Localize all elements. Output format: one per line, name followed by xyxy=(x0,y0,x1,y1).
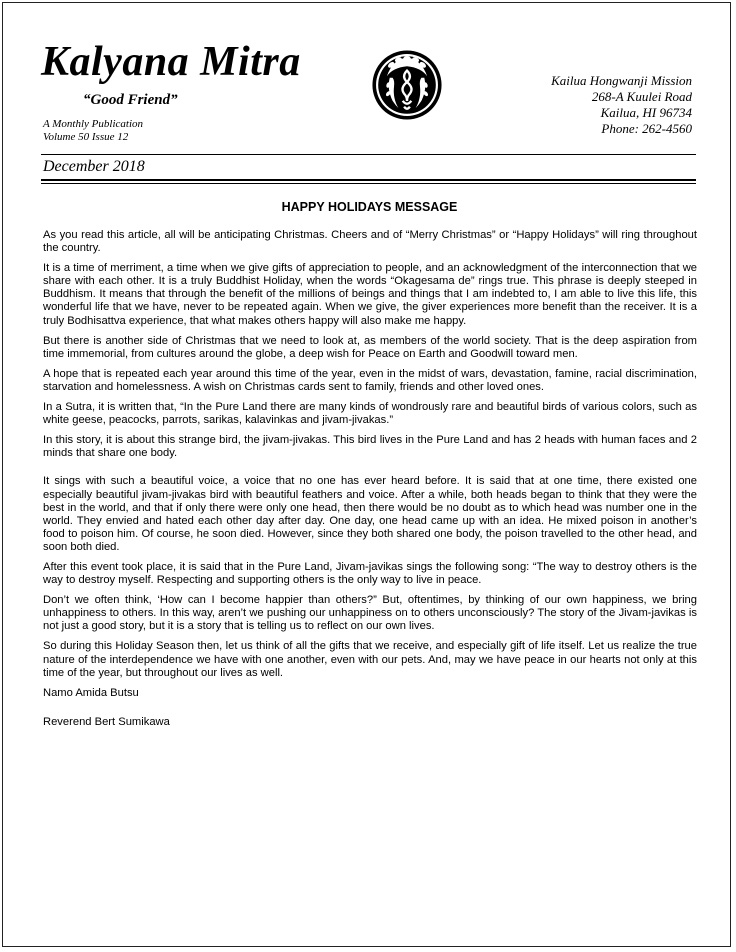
article-paragraph: In this story, it is about this strange bird, the jivam-jivakas. This bird lives in the Pure Land and has 2 heads with human faces and 2 minds that share one body. xyxy=(43,434,697,460)
wisteria-crest-icon xyxy=(371,49,443,121)
article-paragraph: It is a time of merriment, a time when we give gifts of appreciation to people, and an acknowledgment of the interconnection that we share with each other. It is a truly Buddhist Holiday, when the words “Okagesama de” rings true. This phrase is deeply steeped in Buddhism. It means that through the benefit of the millions of beings and things that I am indebted to, I am able to live this life, this wonderful life that we have, never to be repeated again. When we give, the giver experiences more benefit than the receiver. It is a truly Bodhisattva experience, that what makes others happy will also make me happy. xyxy=(43,262,697,327)
city-state-zip: Kailua, HI 96734 xyxy=(600,105,692,120)
article-body xyxy=(43,229,697,745)
mission-name: Kailua Hongwanji Mission xyxy=(551,73,692,88)
header-divider xyxy=(41,154,696,155)
publication-info xyxy=(43,118,143,144)
article-paragraph: It sings with such a beautiful voice, a voice that no one has ever heard before. It is said that at one time, there existed one especially beautiful jivam-jivakas bird with beautiful feathers and voice. After a while, both heads began to think that they were the best in the world, and that if only there were only one head, then there would be no doubt as to which head was number one in the world. They envied and hated each other day after day. One day, one head came up with an idea. He mixed poison in another’s food to poison him. Of course, he soon died. However, since they both shared one body, the poison travelled to the other head, and soon both died. xyxy=(43,475,697,553)
newsletter-title: Kalyana Mitra xyxy=(41,39,301,85)
mission-address xyxy=(551,73,692,137)
publication-frequency: A Monthly Publication xyxy=(43,118,144,130)
issue-date: December 2018 xyxy=(43,158,145,175)
article-paragraph: After this event took place, it is said that in the Pure Land, Jivam-javikas sings the following song: “The way to destroy others is the way to destroy myself. Respecting and supporting others is the only way to live in peace. xyxy=(43,560,697,587)
volume-issue: Volume 50 Issue 12 xyxy=(43,131,129,143)
article-paragraph: As you read this article, all will be anticipating Christmas. Cheers and of “Merry Christmas” or “Happy Holidays” will ring throughout the country. xyxy=(43,229,697,255)
newsletter-page xyxy=(2,2,731,947)
article-paragraph: But there is another side of Christmas that we need to look at, as members of the world society. That is the deep aspiration from time immemorial, from cultures around the globe, a deep wish for Peace on Earth and Goodwill toward men. xyxy=(43,334,697,360)
article-paragraph: In a Sutra, it is written that, “In the Pure Land there are many kinds of wondrously rare and beautiful birds of various colors, such as white geese, peacocks, parrots, sarikas, kalavinkas and jivam-jivakas.” xyxy=(43,401,697,427)
date-divider-thick xyxy=(41,179,696,181)
date-divider-thin xyxy=(41,183,696,184)
author-signature: Reverend Bert Sumikawa xyxy=(43,715,170,728)
article-paragraph: A hope that is repeated each year around this time of the year, even in the midst of wars, devastation, famine, racial discrimination, starvation and homelessness. A wish on Christmas cards sent to family, friends and other loved ones. xyxy=(43,367,697,393)
article-paragraph: Don’t we often think, ‘How can I become happier than others?” But, oftentimes, by thinking of our own happiness, we bring unhappiness to others. In this way, aren’t we pushing our unhappiness on to others unconsciously? The story of the Jivam-javikas is not just a good story, but it is a story that is telling us to reflect on our own lives. xyxy=(43,594,697,633)
phone-number: Phone: 262-4560 xyxy=(601,121,692,136)
street-address: 268-A Kuulei Road xyxy=(591,89,692,104)
article-heading: HAPPY HOLIDAYS MESSAGE xyxy=(281,200,458,214)
newsletter-subtitle: “Good Friend” xyxy=(83,92,178,108)
article-paragraph: So during this Holiday Season then, let us think of all the gifts that we receive, and especially gift of life itself. Let us realize the true nature of the interdependence we have with one another, even with our pets. And, may we have peace in our hearts not only at this time of the year, but throughout our lives as well. xyxy=(43,640,697,679)
closing-phrase: Namo Amida Butsu xyxy=(43,686,139,699)
